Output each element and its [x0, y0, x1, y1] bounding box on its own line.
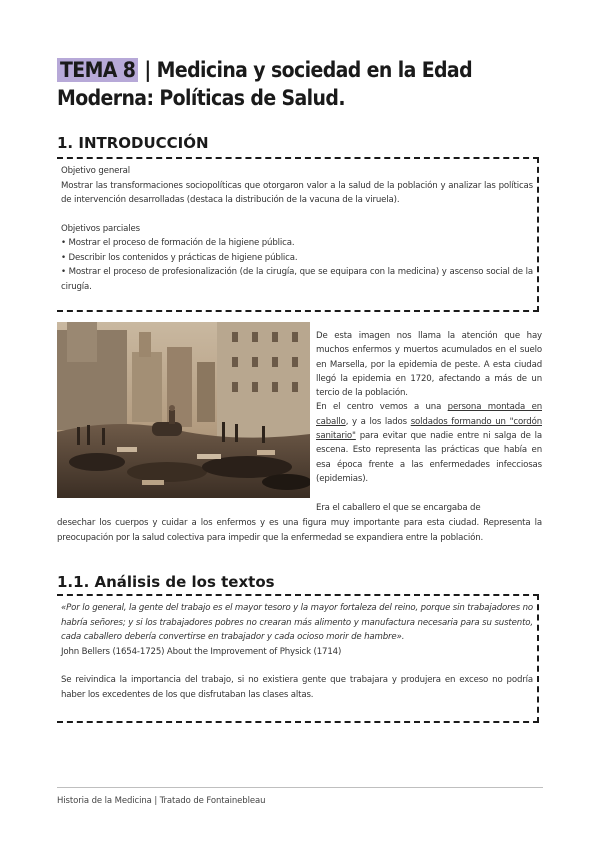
bellers-quote: «Por lo general, la gente del trabajo es el mayor tesoro y la mayor fortaleza del reino, porque sin trabajadores no habría señores; y si los trabajadores pobres no crearan más alimento y manufactura necesaria para su sustento, cada caballero debería convertirse en trabajador y cada ocioso morir de hambre». [61, 603, 533, 642]
commentary-paragraph-3 [57, 501, 542, 546]
plague-marseille-painting [57, 322, 310, 498]
commentary-paragraph-2 [316, 400, 542, 486]
commentary-paragraph-1: De esta imagen nos llama la atención que hay muchos enfermos y muertos acumulados en el suelo en Marsella, por la epidemia de peste. A esta ciudad llegó la epidemia en 1720, afectando a más de un tercio de la población. [316, 331, 542, 399]
commentary-text: para evitar que nadie entre ni salga de la escena. Esto representa las prácticas que había en esa época frente a las enfermedades infecciosas (epidemias). [316, 431, 542, 484]
text-analysis-box [57, 594, 539, 723]
page-title [57, 56, 547, 112]
title-text: Medicina y sociedad en la Edad Moderna: Políticas de Salud. [57, 58, 473, 110]
quote-citation: John Bellers (1654-1725) About the Improvement of Physick (1714) [61, 646, 342, 657]
objetivo-general-text: Mostrar las transformaciones sociopolíticas que otorgaron valor a la salud de la población y analizar las políticas de intervención desarrolladas (destaca la distribución de la vacuna de la viruela). [61, 180, 533, 205]
commentary-text: , y a los lados [345, 416, 411, 427]
objetivos-parciales-label: Objetivos parciales [61, 223, 140, 234]
commentary-text: En el centro vemos a una [316, 402, 448, 413]
section-heading-analisis: 1.1. Análisis de los textos [57, 573, 275, 591]
title-separator: | [144, 58, 151, 82]
section-heading-introduccion: 1. INTRODUCCIÓN [57, 134, 209, 152]
objetivo-parcial-item: • Mostrar el proceso de formación de la higiene pública. [61, 238, 295, 248]
objectives-box [57, 157, 539, 312]
commentary-text: Era el caballero el que se encargaba de [316, 503, 481, 513]
underlined-persona-caballo: persona montada en caballo [316, 402, 542, 427]
topic-tag: TEMA 8 [57, 58, 138, 82]
footer-divider [57, 787, 543, 788]
image-commentary [316, 329, 542, 486]
objetivo-general-label: Objetivo general [61, 166, 130, 176]
objetivo-parcial-item: • Describir los contenidos y prácticas de higiene pública. [61, 252, 298, 263]
objetivo-parcial-item: • Mostrar el proceso de profesionalización (de la cirugía, que se equipara con la medicina) y ascenso social de la cirugía. [61, 267, 533, 292]
underlined-cordon-sanitario: soldados formando un "cordón sanitario" [316, 416, 542, 442]
page-footer: Historia de la Medicina | Tratado de Fontainebleau [57, 796, 266, 806]
analysis-text: Se reivindica la importancia del trabajo, si no existiera gente que trabajara y produjera en exceso no podría haber los excedentes de los que disfrutaban las clases altas. [61, 675, 533, 700]
commentary-text: desechar los cuerpos y cuidar a los enfermos y es una figura muy importante para esta ciudad. Representa la preocupación por la salud colectiva para impedir que la enfermedad se expandiera entre la población. [57, 518, 542, 543]
